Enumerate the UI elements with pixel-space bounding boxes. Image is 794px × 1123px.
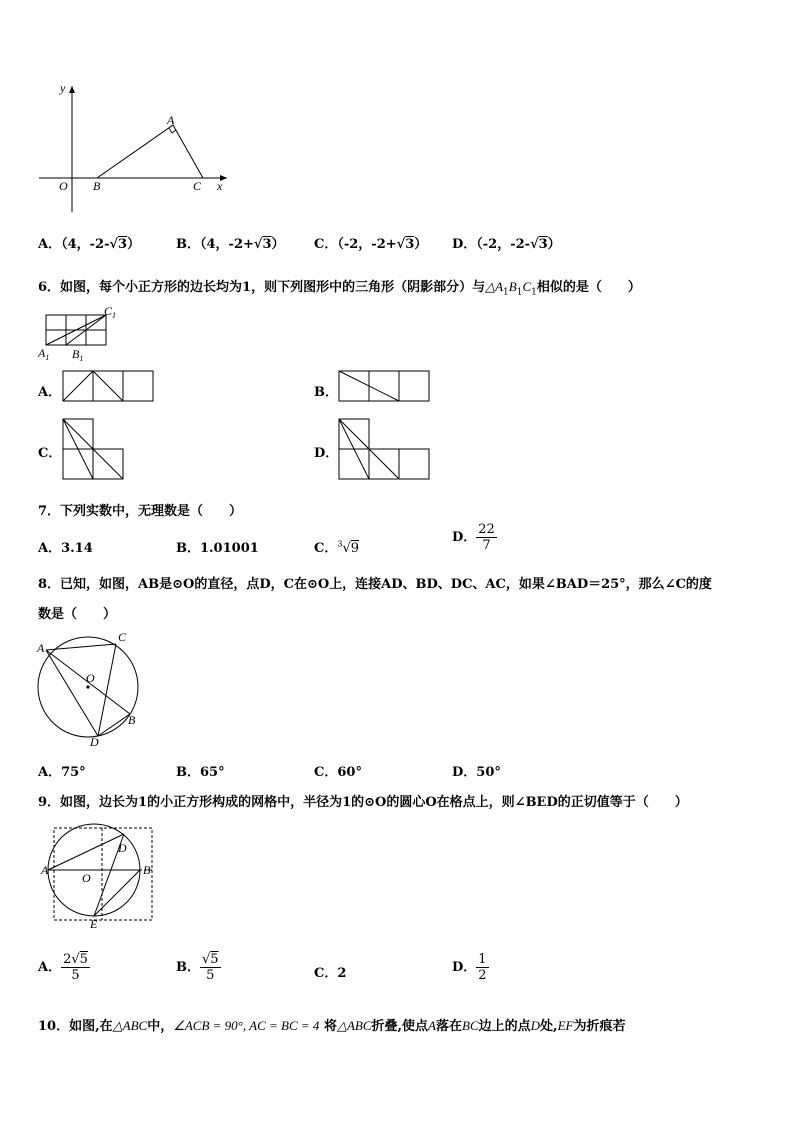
q5-option-b: B．（4，-2+√3） [176, 237, 285, 252]
q9-label-b: B [143, 863, 151, 877]
q6-fig-b1: $B_1$ [72, 347, 84, 363]
q5-option-d-close: ） [547, 237, 561, 252]
q5-option-c-label: C． [314, 237, 338, 252]
q8-option-c: C．60° [314, 765, 362, 780]
q5-option-c-text: （-2，-2+ [337, 237, 397, 252]
q7-option-c-label: C． [314, 541, 338, 556]
q8-option-d: D．50° [452, 765, 501, 780]
q9-label-a: A [41, 863, 49, 877]
q6-option-c-figure [62, 418, 126, 480]
q7-option-c-index: 3 [337, 539, 343, 549]
q9-option-a-denominator: 5 [71, 968, 80, 983]
q6-triangle-c: C [522, 279, 532, 294]
q6-fig-a1: $A_1$ [38, 346, 50, 362]
q6-sub-3: 1 [531, 287, 537, 298]
q7-option-c: C．$^3$√9 [314, 539, 360, 556]
q9-option-b [176, 952, 221, 983]
q5-option-a: A．（4，-2-√3） [38, 237, 141, 252]
q6-triangle-a: △A [485, 279, 504, 294]
q10-segment-bc: BC [462, 1018, 479, 1033]
q8-label-o: O [86, 671, 95, 685]
q5-option-b-label: B． [176, 237, 200, 252]
q10-text-2: 将 [319, 1019, 337, 1034]
q6-triangle-b: B [508, 279, 517, 294]
q8-stem-line1: 8．已知，如图，AB是⊙O的直径，点D，C在⊙O上，连接AD、BD、DC、AC，如果∠BAD＝25°，那么∠C的度 [38, 577, 712, 592]
q9-grid-circle-figure [36, 822, 158, 932]
q7-option-d-fraction [476, 522, 497, 553]
q9-option-b-fraction [200, 952, 221, 983]
q9-label-d: D [118, 841, 127, 855]
q9-option-d-numerator: 1 [478, 952, 487, 967]
q7-option-c-radicand: 9 [350, 541, 360, 556]
q8-label-a: A [37, 641, 45, 655]
q8-label-d: D [90, 735, 99, 749]
q9-option-c: C．2 [314, 966, 347, 981]
q10-condition: ∠ACB = 90°, AC = BC = 4 [173, 1018, 320, 1033]
q5-option-a-text: （4，-2- [61, 237, 110, 252]
q9-option-d [452, 952, 489, 983]
q6-sub-2: 1 [516, 287, 523, 298]
q8-option-a: A．75° [38, 765, 86, 780]
q6-stem-end: 相似的是（ ） [536, 280, 641, 295]
q10-text-3: 折叠,使点 [371, 1019, 429, 1034]
q10-text-1: 中， [147, 1019, 174, 1034]
q7-option-d-numerator: 22 [478, 522, 495, 537]
q9-option-d-fraction [476, 952, 488, 983]
q9-option-b-label: B． [176, 960, 200, 975]
q6-reference-figure [36, 305, 126, 365]
q6-option-a-label: A． [38, 385, 62, 400]
q9-option-a-label: A． [38, 960, 62, 975]
q7-option-a: A．3.14 [38, 541, 93, 556]
q5-coordinate-figure [35, 80, 235, 215]
fig5-label-y: y [60, 81, 66, 95]
q5-option-c-radicand: 3 [405, 237, 415, 252]
q10-text-6: 处, [540, 1019, 558, 1034]
q7-option-d [452, 522, 497, 553]
q6-fig-c1: $C_1$ [104, 305, 117, 320]
q6-option-b-label: B． [314, 385, 338, 400]
q10-text-4: 落在 [436, 1019, 463, 1034]
q5-option-a-radicand: 3 [118, 237, 128, 252]
q10-text-5: 边上的点 [478, 1019, 531, 1034]
q10-stem-text: 10．如图,在 [38, 1019, 113, 1034]
q6-sub-1: 1 [503, 287, 509, 298]
q5-option-a-close: ） [127, 237, 141, 252]
fig5-label-c: C [193, 179, 202, 193]
q10-point-d: D [530, 1018, 541, 1033]
q5-option-c: C．（-2，-2+√3） [314, 237, 428, 252]
q8-label-b: B [128, 713, 136, 727]
q6-option-b-figure [338, 370, 432, 402]
q7-option-b: B．1.01001 [176, 541, 259, 556]
q10-text-7: 为折痕若 [573, 1019, 626, 1034]
q5-option-d-label: D． [452, 237, 477, 252]
q5-option-b-close: ） [271, 237, 285, 252]
q9-option-a-fraction [61, 952, 90, 983]
q6-option-d-label: D． [314, 446, 339, 461]
q5-option-d-text: （-2，-2- [476, 237, 531, 252]
q9-stem: 9．如图，边长为1的小正方形构成的网格中，半径为1的⊙O的圆心O在格点上，则∠BED的正切值等于（ ） [38, 795, 688, 810]
fig5-label-o: O [59, 179, 68, 193]
q9-label-o: O [82, 871, 91, 885]
q6-option-d-figure [338, 418, 432, 480]
q10-triangle-2: △ABC [336, 1018, 372, 1033]
q6-stem [38, 276, 641, 298]
q8-label-c: C [118, 630, 127, 644]
q6-option-c-label: C． [38, 446, 62, 461]
q6-option-a-figure [62, 370, 156, 402]
q10-stem [38, 1015, 625, 1034]
q8-option-b: B．65° [176, 765, 225, 780]
q5-option-b-radicand: 3 [262, 237, 272, 252]
q7-option-d-label: D． [452, 530, 477, 545]
q7-option-d-denominator: 7 [482, 538, 491, 553]
fig5-label-x: x [217, 179, 223, 193]
q9-option-d-label: D． [452, 960, 477, 975]
q8-circle-figure [32, 628, 147, 750]
q10-segment-ef: EF [557, 1018, 574, 1033]
q5-option-b-text: （4，-2+ [200, 237, 254, 252]
q9-option-b-numerator: √5 [202, 952, 219, 967]
fig5-label-a: A [167, 113, 175, 127]
q6-stem-text: 6．如图，每个小正方形的边长均为1，则下列图形中的三角形（阴影部分）与 [38, 280, 486, 295]
q5-option-d: D．（-2，-2-√3） [452, 237, 561, 252]
q8-stem-line2: 数是（ ） [38, 607, 117, 622]
q9-option-a-numerator: 2√5 [63, 952, 88, 967]
fig5-label-b: B [93, 179, 101, 193]
q5-option-a-label: A． [38, 237, 62, 252]
q10-point-a: A [428, 1018, 436, 1033]
q5-option-c-close: ） [414, 237, 428, 252]
q9-option-b-denominator: 5 [206, 968, 215, 983]
q10-triangle-1: △ABC [112, 1018, 148, 1033]
q9-option-a [38, 952, 90, 983]
q9-label-e: E [90, 917, 98, 931]
q5-option-d-radicand: 3 [538, 237, 548, 252]
q9-option-d-denominator: 2 [478, 968, 487, 983]
q7-stem: 7．下列实数中，无理数是（ ） [38, 504, 243, 519]
